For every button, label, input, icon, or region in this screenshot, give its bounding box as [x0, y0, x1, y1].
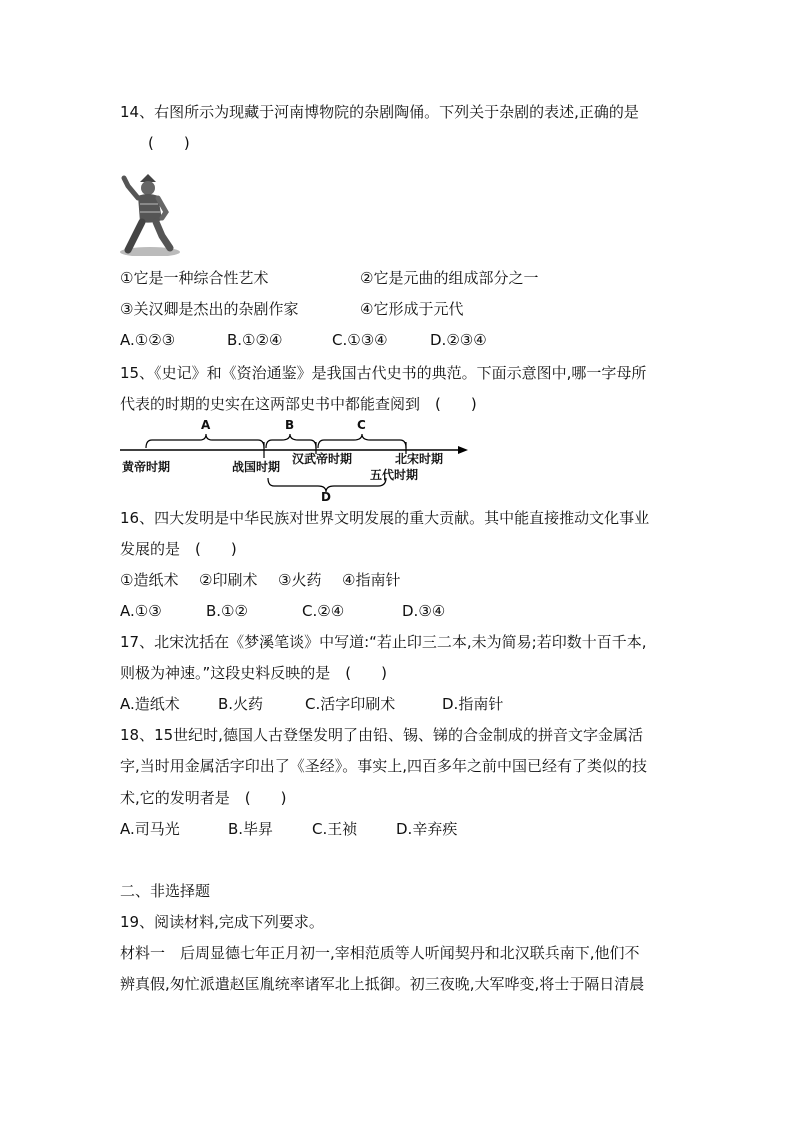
q17-option-a: A.造纸术 — [120, 695, 180, 713]
q19-stem: 19、阅读材料,完成下列要求。 — [120, 913, 324, 931]
q18-option-a: A.司马光 — [120, 820, 180, 838]
q14-statement: ④它形成于元代 — [360, 300, 464, 318]
q14-blank: ( ) — [148, 134, 190, 152]
timeline-diagram — [118, 416, 468, 508]
q18-option-c: C.王祯 — [312, 820, 358, 838]
q16-item: ①造纸术 — [120, 571, 179, 589]
bracket-label-d: D — [321, 490, 331, 504]
period-beisong: 北宋时期 — [395, 452, 444, 466]
q14-option-a: A.①②③ — [120, 331, 176, 349]
q15-line1: 15、《史记》和《资治通鉴》是我国古代史书的典范。下面示意图中,哪一字母所 — [120, 364, 647, 382]
q14-option-c: C.①③④ — [332, 331, 388, 349]
q17-line2: 则极为神速。”这段史料反映的是 ( ) — [120, 664, 387, 682]
q14-statement: ③关汉卿是杰出的杂剧作家 — [120, 300, 299, 318]
q16-option-b: B.①② — [206, 602, 248, 620]
bracket-label-c: C — [357, 418, 366, 432]
section-title: 二、非选择题 — [120, 882, 211, 900]
q16-option-a: A.①③ — [120, 602, 162, 620]
q16-item: ③火药 — [278, 571, 322, 589]
q16-option-d: D.③④ — [402, 602, 446, 620]
q14-stem: 14、右图所示为现藏于河南博物院的杂剧陶俑。下列关于杂剧的表述,正确的是 — [120, 103, 639, 121]
q18-option-d: D.辛弃疾 — [396, 820, 458, 838]
opera-figurine-image — [118, 168, 182, 256]
q18-line1: 18、15世纪时,德国人古登堡发明了由铅、锡、锑的合金制成的拼音文字金属活 — [120, 726, 643, 744]
q18-line3: 术,它的发明者是 ( ) — [120, 789, 287, 807]
q16-line1: 16、四大发明是中华民族对世界文明发展的重大贡献。其中能直接推动文化事业 — [120, 509, 650, 527]
period-wudai: 五代时期 — [370, 468, 419, 482]
q14-statement: ②它是元曲的组成部分之一 — [360, 269, 539, 287]
q15-line2: 代表的时期的史实在这两部史书中都能查阅到 ( ) — [120, 395, 477, 413]
q16-item: ②印刷术 — [199, 571, 258, 589]
q16-line2: 发展的是 ( ) — [120, 540, 237, 558]
q19-material-line2: 辨真假,匆忙派遣赵匡胤统率诸军北上抵御。初三夜晚,大军哗变,将士于隔日清晨 — [120, 975, 645, 993]
q16-option-c: C.②④ — [302, 602, 345, 620]
q18-line2: 字,当时用金属活字印出了《圣经》。事实上,四百多年之前中国已经有了类似的技 — [120, 757, 648, 775]
bracket-label-b: B — [285, 418, 295, 432]
q14-statement: ①它是一种综合性艺术 — [120, 269, 269, 287]
q17-option-d: D.指南针 — [442, 695, 504, 713]
q18-option-b: B.毕昇 — [228, 820, 274, 838]
bracket-label-a: A — [201, 418, 211, 432]
period-huangdi: 黄帝时期 — [122, 460, 171, 474]
period-zhanguo: 战国时期 — [232, 460, 281, 474]
q14-option-d: D.②③④ — [430, 331, 487, 349]
q14-option-b: B.①②④ — [227, 331, 283, 349]
q19-material-line1: 材料一 后周显德七年正月初一,宰相范质等人听闻契丹和北汉联兵南下,他们不 — [120, 944, 640, 962]
q17-option-c: C.活字印刷术 — [305, 695, 396, 713]
q17-line1: 17、北宋沈括在《梦溪笔谈》中写道:“若止印三二本,未为简易;若印数十百千本, — [120, 633, 647, 651]
q16-item: ④指南针 — [342, 571, 401, 589]
q17-option-b: B.火药 — [218, 695, 264, 713]
period-hanwudi: 汉武帝时期 — [292, 452, 353, 466]
